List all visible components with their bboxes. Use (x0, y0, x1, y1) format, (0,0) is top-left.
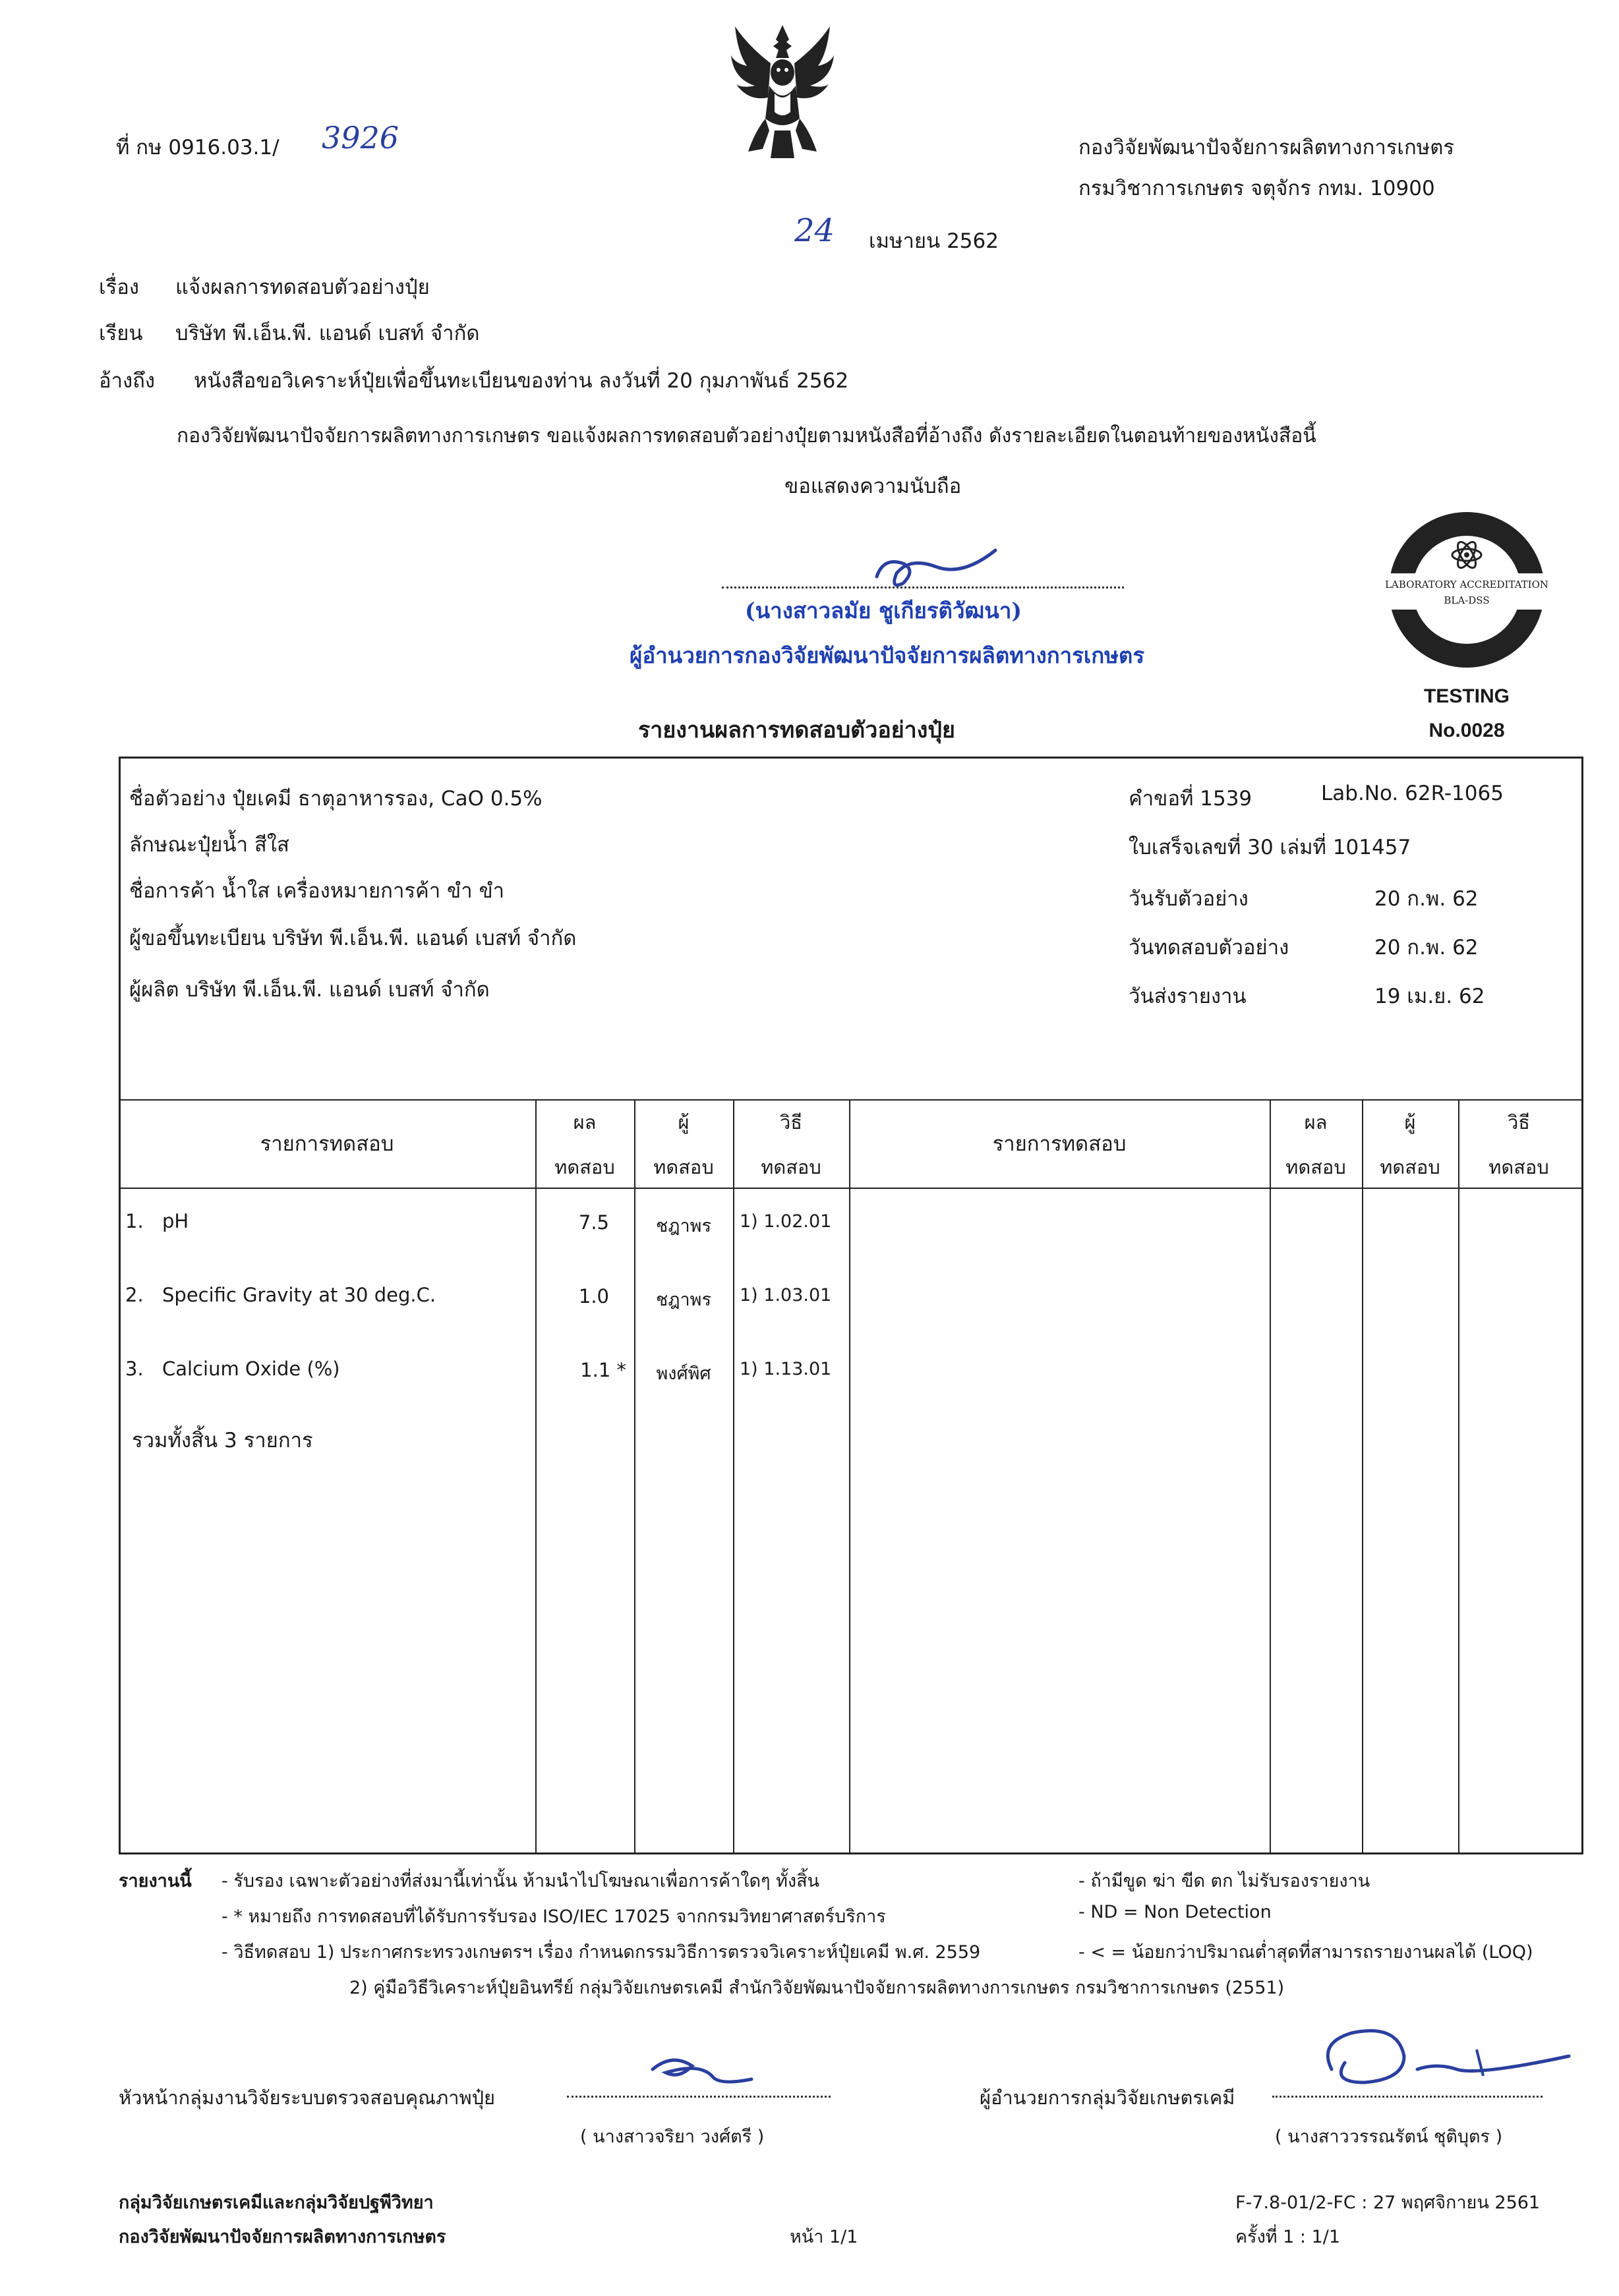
note-right-3: - < = น้อยกว่าปริมาณต่ำสุดที่สามารถรายงานผลได้ (LOQ) (1078, 1942, 1533, 1963)
reference-label: อ้างถึง (99, 369, 156, 393)
footer-revision: ครั้งที่ 1 : 1/1 (1235, 2227, 1341, 2247)
left-signature-icon (646, 2050, 758, 2096)
accreditation-number: No.0028 (1428, 720, 1505, 741)
tested-date: 20 ก.พ. 62 (1374, 936, 1479, 960)
sample-producer: ผู้ผลิต บริษัท พี.เอ็น.พี. แอนด์ เบสท์ จำกัด (129, 978, 490, 1002)
row-2-result: 1.0 (578, 1285, 609, 1307)
note-1: - รับรอง เฉพาะตัวอย่างที่ส่งมานี้เท่านั้น ห้ามนำไปโฆษณาเพื่อการค้าใดๆ ทั้งสิ้น (221, 1871, 820, 1891)
note-4: 2) คู่มือวิธีวิเคราะห์ปุ๋ยอินทรีย์ กลุ่มวิจัยเกษตรเคมี สำนักวิจัยพัฒนาปัจจัยการผลิตทางการเกษตร กรมวิชาการเกษตร (2551) (349, 1978, 1285, 1998)
row-2-tester: ชฎาพร (656, 1290, 711, 1310)
header-tester-right-2: ทดสอบ (1380, 1156, 1440, 1178)
subject-label: เรื่อง (99, 275, 140, 299)
row-3-tester: พงศ์พิศ (656, 1363, 711, 1384)
notes-label: รายงานนี้ (119, 1871, 192, 1891)
request-number: คำขอที่ 1539 (1129, 787, 1252, 811)
right-signer-title: ผู้อำนวยการกลุ่มวิจัยเกษตรเคมี (980, 2086, 1235, 2109)
row-2-number: 2. (125, 1284, 144, 1306)
col-line (849, 1099, 850, 1852)
tested-date-label: วันทดสอบตัวอย่าง (1129, 936, 1289, 960)
row-3-number: 3. (125, 1358, 144, 1380)
header-result-left-1: ผล (573, 1111, 597, 1134)
director-signature-icon (864, 537, 1009, 596)
subject-text: แจ้งผลการทดสอบตัวอย่างปุ๋ย (175, 275, 430, 299)
col-line (1362, 1099, 1363, 1852)
footer-page: หน้า 1/1 (790, 2227, 858, 2247)
recipient-text: บริษัท พี.เอ็น.พี. แอนด์ เบสท์ จำกัด (175, 322, 480, 345)
received-date-label: วันรับตัวอย่าง (1129, 887, 1249, 911)
header-method-left-1: วิธี (780, 1111, 802, 1134)
letter-closing: ขอแสดงความนับถือ (784, 474, 962, 498)
director-title-stamp: ผู้อำนวยการกองวิจัยพัฒนาปัจจัยการผลิตทางการเกษตร (630, 643, 1145, 668)
header-result-right-2: ทดสอบ (1285, 1156, 1346, 1178)
accreditation-ring-text: LABORATORY ACCREDITATION (1384, 579, 1549, 590)
recipient-label: เรียน (99, 322, 143, 345)
footer-form-code: F-7.8-01/2-FC : 27 พฤศจิกายน 2561 (1235, 2193, 1541, 2213)
received-date: 20 ก.พ. 62 (1374, 887, 1479, 911)
header-tester-left-2: ทดสอบ (653, 1156, 714, 1178)
header-method-right-2: ทดสอบ (1488, 1156, 1549, 1178)
note-right-1: - ถ้ามีขูด ฆ่า ขีด ตก ไม่รับรองรายงาน (1078, 1871, 1370, 1891)
footer-line-2: กองวิจัยพัฒนาปัจจัยการผลิตทางการเกษตร (119, 2227, 446, 2247)
accreditation-code: BLA-DSS (1444, 594, 1490, 606)
note-right-2: - ND = Non Detection (1078, 1902, 1272, 1922)
accreditation-testing: TESTING (1423, 685, 1510, 707)
col-line (733, 1099, 734, 1852)
header-test-item-right: รายการทดสอบ (992, 1132, 1127, 1156)
lab-number: Lab.No. 62R-1065 (1321, 782, 1504, 805)
sample-registrant: ผู้ขอขึ้นทะเบียน บริษัท พี.เอ็น.พี. แอนด์ เบสท์ จำกัด (129, 927, 577, 950)
row-2-item: Specific Gravity at 30 deg.C. (162, 1284, 436, 1306)
director-name-stamp: (นางสาวลมัย ชูเกียรติวัฒนา) (745, 598, 1022, 623)
header-test-item-left: รายการทดสอบ (260, 1132, 394, 1156)
sample-trade-name: ชื่อการค้า น้ำใส เครื่องหมายการค้า ขำ ขำ (129, 879, 505, 903)
right-signature-icon (1305, 2017, 1582, 2102)
row-2-method: 1) 1.03.01 (740, 1285, 832, 1306)
report-date-label: วันส่งรายงาน (1129, 985, 1247, 1008)
row-1-method: 1) 1.02.01 (740, 1211, 832, 1232)
header-tester-left-1: ผู้ (678, 1111, 690, 1134)
date-day-handwritten: 24 (794, 212, 835, 249)
reference-text: หนังสือขอวิเคราะห์ปุ๋ยเพื่อขึ้นทะเบียนของท่าน ลงวันที่ 20 กุมภาพันธ์ 2562 (194, 369, 849, 393)
row-3-item: Calcium Oxide (%) (162, 1358, 340, 1380)
receipt-number: ใบเสร็จเลขที่ 30 เล่มที่ 101457 (1129, 836, 1411, 859)
row-1-item: pH (162, 1210, 189, 1232)
total-items: รวมทั้งสิ้น 3 รายการ (132, 1429, 313, 1452)
header-result-left-2: ทดสอบ (554, 1156, 615, 1178)
header-method-right-1: วิธี (1508, 1111, 1530, 1134)
col-line (1458, 1099, 1459, 1852)
org-line-1: กองวิจัยพัฒนาปัจจัยการผลิตทางการเกษตร (1078, 136, 1454, 159)
org-line-2: กรมวิชาการเกษตร จตุจักร กทม. 10900 (1078, 177, 1435, 200)
report-title: รายงานผลการทดสอบตัวอย่างปุ๋ย (638, 717, 955, 743)
reference-number-handwritten: 3926 (322, 120, 399, 156)
left-signer-title: หัวหน้ากลุ่มงานวิจัยระบบตรวจสอบคุณภาพปุ๋ย (119, 2086, 496, 2109)
sample-nature: ลักษณะปุ๋ยน้ำ สีใส (129, 833, 289, 857)
header-tester-right-1: ผู้ (1404, 1111, 1416, 1134)
row-3-result: 1.1 * (580, 1359, 626, 1381)
col-line (1270, 1099, 1271, 1852)
left-signer-name: ( นางสาวจริยา วงศ์ตรี ) (580, 2127, 765, 2147)
date-month-year: เมษายน 2562 (869, 229, 999, 253)
footer-line-1: กลุ่มวิจัยเกษตรเคมีและกลุ่มวิจัยปฐพีวิทยา (119, 2193, 434, 2213)
row-1-number: 1. (125, 1210, 144, 1232)
row-3-method: 1) 1.13.01 (740, 1359, 832, 1379)
header-result-right-1: ผล (1304, 1111, 1328, 1134)
garuda-emblem-icon (728, 20, 837, 161)
reference-number-label: ที่ กษ 0916.03.1/ (116, 136, 280, 159)
letter-body: กองวิจัยพัฒนาปัจจัยการผลิตทางการเกษตร ขอแจ้งผลการทดสอบตัวอย่างปุ๋ยตามหนังสือที่อ้างถึง ดังรายละเอียดในตอนท้ายของหนังสือนี้ (177, 424, 1316, 447)
header-method-left-2: ทดสอบ (761, 1156, 821, 1178)
note-2: - * หมายถึง การทดสอบที่ได้รับการรับรอง ISO/IEC 17025 จากกรมวิทยาศาสตร์บริการ (221, 1907, 886, 1927)
row-1-tester: ชฎาพร (656, 1216, 711, 1236)
right-signer-name: ( นางสาววรรณรัตน์ ชุติบุตร ) (1275, 2127, 1503, 2147)
sample-name: ชื่อตัวอย่าง ปุ๋ยเคมี ธาตุอาหารรอง, CaO 0.5% (129, 787, 543, 811)
row-1-result: 7.5 (578, 1211, 609, 1234)
note-3: - วิธีทดสอบ 1) ประกาศกระทรวงเกษตรฯ เรื่อง กำหนดกรรมวิธีการตรวจวิเคราะห์ปุ๋ยเคมี พ.ศ. 2559 (221, 1942, 981, 1963)
report-date: 19 เม.ย. 62 (1374, 985, 1485, 1008)
left-signature-line (567, 2096, 831, 2098)
